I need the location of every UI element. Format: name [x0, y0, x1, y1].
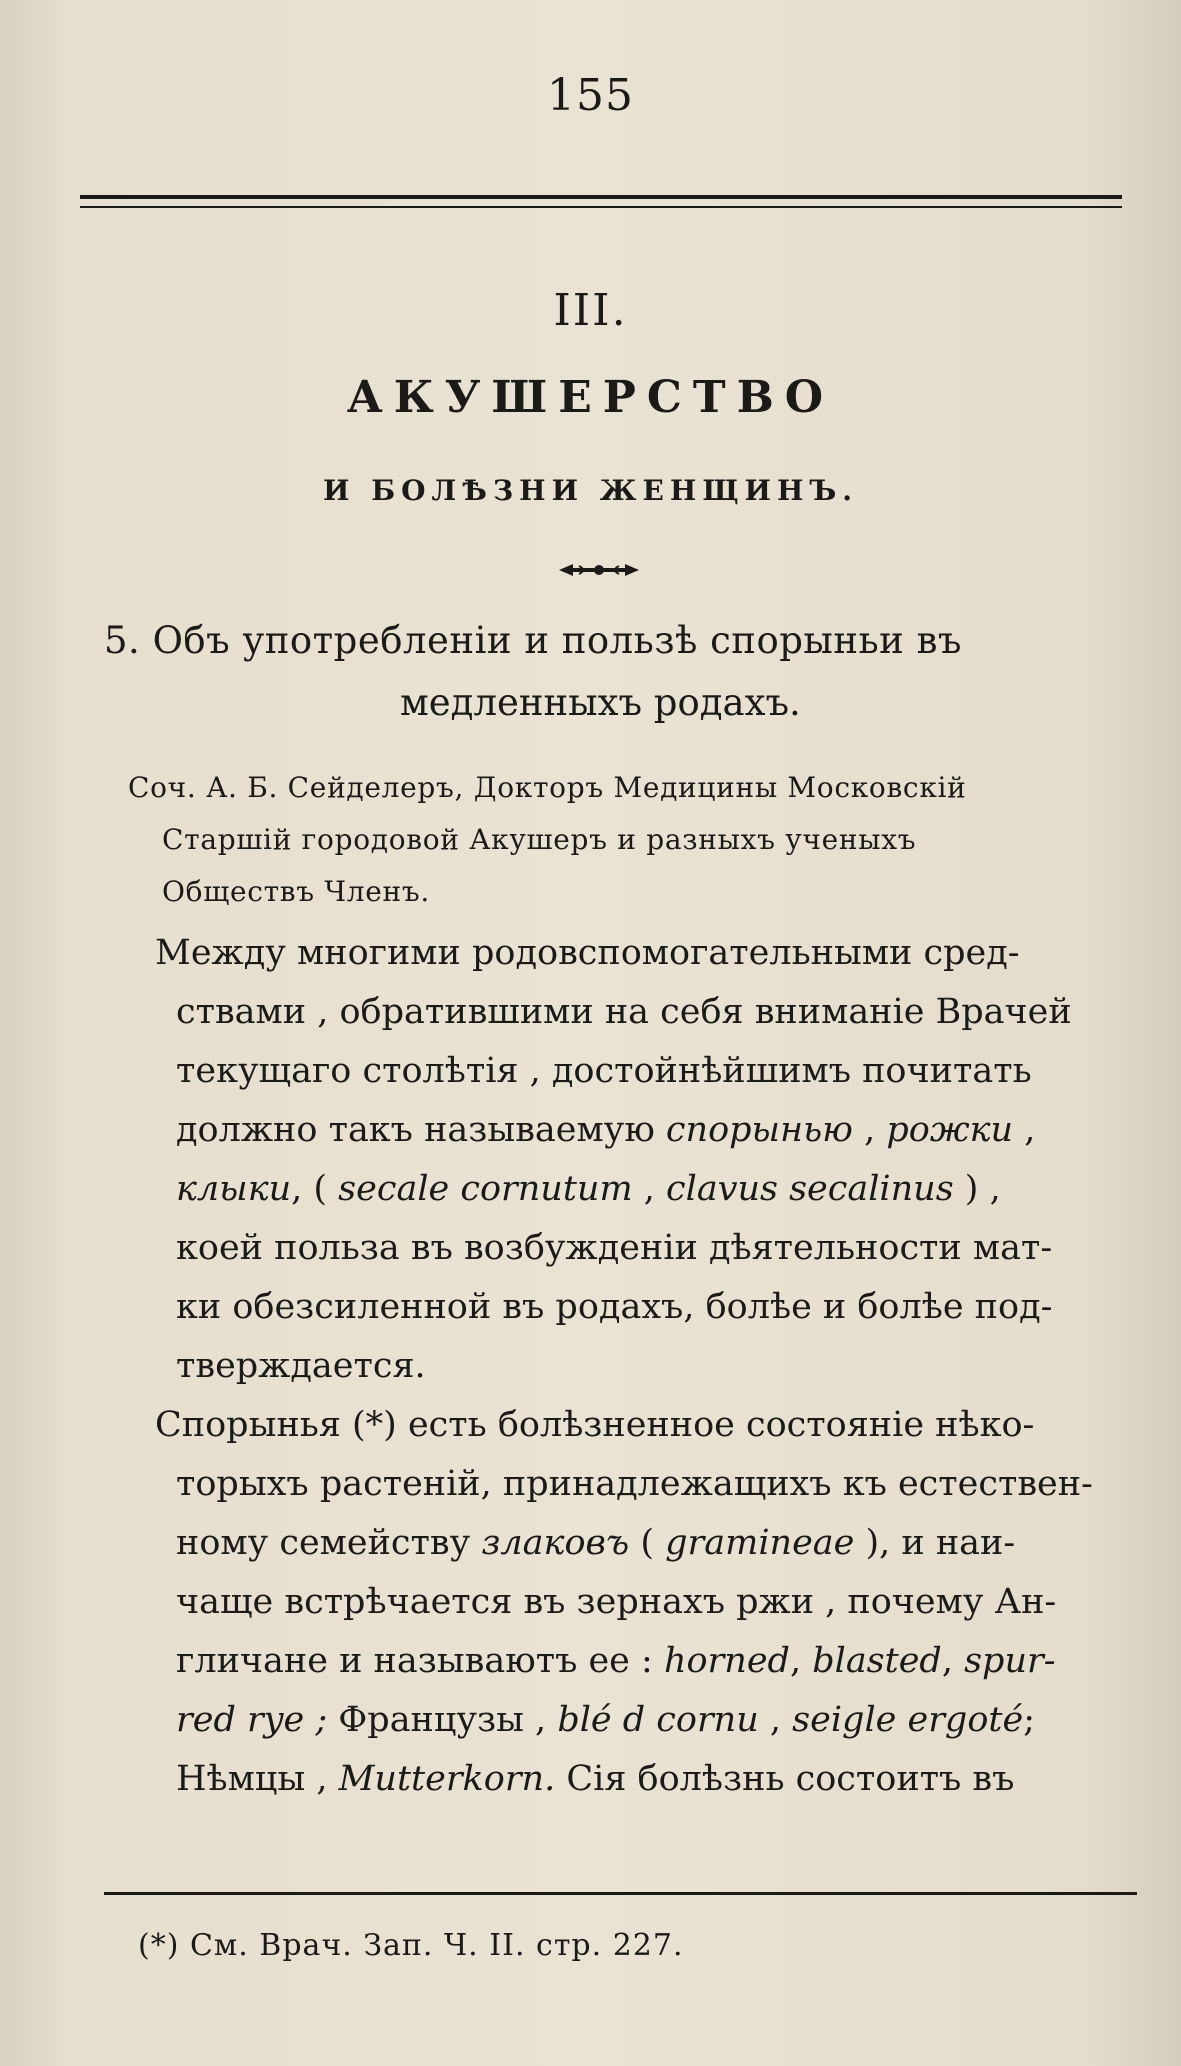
body-text-run: Французы ,	[327, 1700, 558, 1740]
body-text-run: Нѣмцы ,	[176, 1759, 339, 1799]
body-line: текущаго столѣтія , достойнѣйшимъ почитать	[176, 1051, 1032, 1091]
body-text-run: ) ,	[953, 1169, 1001, 1209]
byline-line: Соч. А. Б. Сейделеръ, Докторъ Медицины Московскій	[128, 771, 967, 804]
body-text-run: ,	[789, 1641, 813, 1681]
italic-term: спорынью	[665, 1110, 853, 1150]
byline-line: Старшій городовой Акушеръ и разныхъ ученыхъ	[162, 823, 917, 856]
body-text-run: ,	[1013, 1110, 1036, 1150]
footnote: (*) См. Врач. Зап. Ч. II. стр. 227.	[138, 1928, 684, 1963]
body-text-run: ,	[941, 1641, 965, 1681]
footnote-rule	[104, 1892, 1137, 1895]
italic-term: secale cornutum	[338, 1169, 633, 1209]
body-text-run: (	[629, 1523, 666, 1563]
italic-term: seigle ergoté	[792, 1700, 1024, 1740]
article-byline	[128, 762, 1148, 918]
article-heading	[104, 610, 1144, 734]
body-line: тверждается.	[176, 1346, 426, 1386]
article-heading-line: медленныхъ родахъ.	[400, 681, 801, 724]
body-line	[176, 1691, 1136, 1750]
section-title: АКУШЕРСТВО	[346, 372, 835, 423]
header-double-rule	[80, 195, 1122, 211]
body-text-run: Сія болѣзнь состоитъ въ	[555, 1759, 1015, 1799]
body-line	[176, 1632, 1136, 1691]
italic-term: Mutterkorn.	[338, 1759, 556, 1799]
italic-term: gramineae	[665, 1523, 855, 1563]
body-line: Между многими родовспомогательными сред-	[155, 933, 1020, 973]
body-line: Спорынья (*) есть болѣзненное состояніе нѣко-	[155, 1405, 1035, 1445]
italic-term: horned	[663, 1641, 790, 1681]
italic-term: spur-	[964, 1641, 1056, 1681]
body-text-run: ,	[852, 1110, 887, 1150]
body-line: ки обезсиленной въ родахъ, болѣе и болѣе под-	[176, 1287, 1053, 1327]
body-line	[176, 1514, 1136, 1573]
italic-term: клыки	[176, 1169, 292, 1209]
body-line: торыхъ растеній, принадлежащихъ къ естествен-	[176, 1464, 1093, 1504]
section-subtitle: И БОЛѢЗНИ ЖЕНЩИНЪ.	[323, 474, 858, 507]
italic-term: red rye ;	[176, 1700, 328, 1740]
body-text-run: ,	[758, 1700, 793, 1740]
section-numeral: III.	[553, 285, 628, 336]
body-line: ствами , обратившими на себя вниманіе Врачей	[176, 992, 1072, 1032]
body-text-run: ному семейству	[176, 1523, 482, 1563]
body-text-run: ), и наи-	[854, 1523, 1016, 1563]
ornament-icon	[557, 560, 641, 580]
body-text-run: должно такъ называемую	[176, 1110, 666, 1150]
article-heading-line: 5. Объ употребленіи и пользѣ спорыньи въ	[104, 619, 962, 662]
body-text-run: гличане и называютъ ее :	[176, 1641, 664, 1681]
body-line	[176, 1160, 1136, 1219]
body-line	[176, 1750, 1136, 1809]
page-number: 155	[547, 70, 634, 121]
byline-line: Обществъ Членъ.	[162, 875, 430, 908]
body-text-run: ,	[632, 1169, 667, 1209]
italic-term: злаковъ	[481, 1523, 630, 1563]
article-body	[155, 924, 1136, 1809]
body-text-run: , (	[291, 1169, 339, 1209]
italic-term: blasted	[812, 1641, 942, 1681]
italic-term: рожки	[886, 1110, 1014, 1150]
body-line	[176, 1101, 1136, 1160]
italic-term: blé d cornu	[557, 1700, 759, 1740]
body-line: чаще встрѣчается въ зернахъ ржи , почему Ан-	[176, 1582, 1057, 1622]
body-text-run: ;	[1023, 1700, 1035, 1740]
body-line: коей польза въ возбужденіи дѣятельности мат-	[176, 1228, 1053, 1268]
italic-term: clavus secalinus	[666, 1169, 954, 1209]
